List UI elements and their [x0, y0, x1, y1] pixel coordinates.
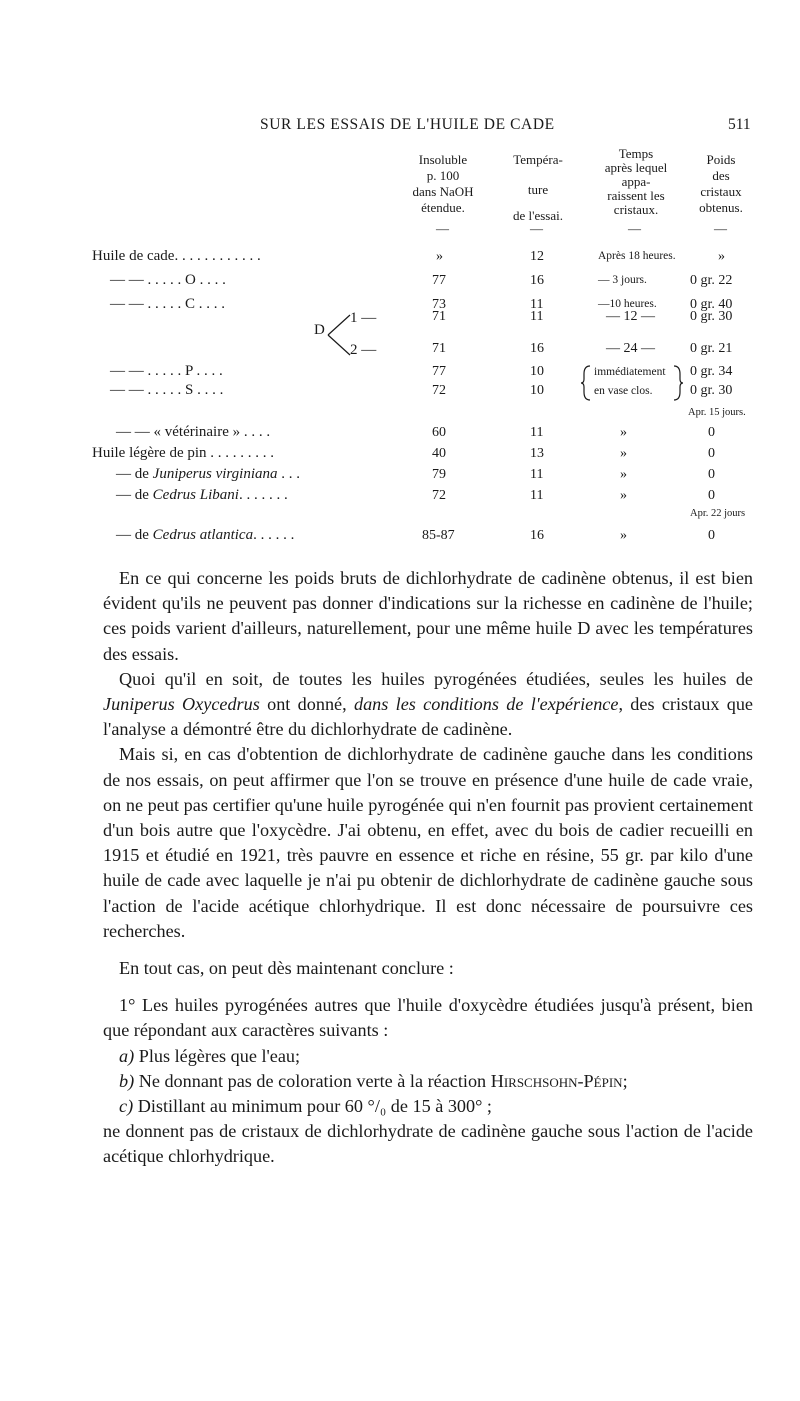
- list-item-b: b) Ne donnant pas de coloration verte à la réaction Hirschsohn-Pépin;: [119, 1070, 628, 1091]
- col-header-temps: Temps après lequel appa- raissent les cristaux.: [604, 146, 668, 217]
- cell-temps: —10 heures.: [598, 298, 657, 310]
- row-label: — — . . . . . P . . . .: [110, 363, 223, 379]
- cell-insoluble: »: [436, 249, 443, 264]
- d-label: D: [314, 322, 325, 338]
- cell-poids: 0: [708, 467, 715, 482]
- cell-poids: »: [718, 249, 725, 264]
- row-label: Huile de cade. . . . . . . . . . . .: [92, 248, 261, 264]
- page-number: 511: [728, 116, 751, 133]
- row-label: — — « vétérinaire » . . . .: [116, 424, 271, 440]
- cell-temps: en vase clos.: [594, 385, 653, 397]
- cell-temp: 11: [530, 297, 544, 312]
- paragraph-2: Quoi qu'il en soit, de toutes les huiles pyrogénées étudiées, seules les huiles de Juniperus Oxycedrus ont donné, dans les conditions de l'expérience, des cristaux que l'analyse a démontré être du dichlorhydrate de cadinène.: [103, 668, 753, 740]
- col-header-insoluble: Insoluble p. 100 dans NaOH étendue.: [412, 152, 474, 215]
- paragraph-3: Mais si, en cas d'obtention de dichlorhydrate de cadinène gauche dans les conditions de nos essais, on peut affirmer que l'on se trouve en présence d'une huile de cade vraie, on ne peut pas certifier qu'une huile pyrogénée qui n'en fournit pas provient certainement d'un bois autre que l'oxycèdre. J'ai obtenu, en effet, avec du bois de cadier recueilli en 1915 et étudié en 1921, très pauvre en essence et riche en résine, 55 gr. par kilo d'une huile de cade avec laquelle je n'ai pu obtenir de dichlorhydrate de cadinène gauche sous l'action de l'acide acétique chlorhydrique. Il est donc nécessaire de poursuivre ces recherches.: [103, 744, 753, 941]
- cell-temps: »: [620, 425, 627, 440]
- list-item-c: c) Distillant au minimum pour 60 °/₀ de 15 à 300° ;: [119, 1096, 492, 1117]
- cell-temp: 16: [530, 273, 544, 288]
- cell-temp: 12: [530, 249, 544, 264]
- header-dash: —: [530, 221, 543, 236]
- cell-poids: 0 gr. 22: [690, 273, 733, 288]
- cell-poids: 0 gr. 30: [690, 383, 733, 398]
- cell-temp: 11: [530, 425, 544, 440]
- cell-temp: 10: [530, 383, 544, 398]
- cell-insoluble: 73: [432, 297, 446, 312]
- right-brace: [670, 364, 684, 402]
- cell-insoluble: 72: [432, 383, 446, 398]
- paragraph-5: 1° Les huiles pyrogénées autres que l'huile d'oxycèdre étudiées jusqu'à présent, bien que répondant aux caractères suivants :: [103, 995, 753, 1041]
- cell-insoluble: 71: [432, 309, 446, 324]
- cell-temp: 10: [530, 364, 544, 379]
- row-label: — de Cedrus atlantica. . . . . .: [116, 527, 295, 543]
- cell-insoluble: 85-87: [422, 528, 455, 543]
- cell-poids: 0: [708, 488, 715, 503]
- note-22-days: Apr. 22 jours: [690, 508, 746, 519]
- cell-poids: 0 gr. 40: [690, 297, 733, 312]
- col-header-poids: Poids des cristaux obtenus.: [699, 152, 743, 215]
- cell-temp: 16: [530, 341, 544, 356]
- row-label: Huile légère de pin . . . . . . . . .: [92, 445, 275, 461]
- cell-insoluble: 79: [432, 467, 446, 482]
- header-dash: —: [714, 221, 727, 236]
- cell-poids: 0: [708, 446, 715, 461]
- cell-temp: 11: [530, 488, 544, 503]
- cell-poids: 0 gr. 21: [690, 341, 733, 356]
- cell-temps: — 12 —: [606, 309, 655, 324]
- cell-temp: 13: [530, 446, 544, 461]
- cell-temps: immédiatement: [594, 366, 666, 378]
- note-15-days: Apr. 15 jours.: [688, 407, 746, 418]
- left-brace: [580, 364, 594, 402]
- cell-poids: 0 gr. 34: [690, 364, 733, 379]
- row-label: — — . . . . . C . . . .: [110, 296, 226, 312]
- body-text: [103, 566, 753, 1170]
- cell-temps: — 3 jours.: [598, 274, 647, 286]
- cell-temp: 11: [530, 467, 544, 482]
- header-dash: —: [628, 221, 641, 236]
- row-label: 2 —: [350, 342, 377, 358]
- cell-insoluble: 40: [432, 446, 446, 461]
- row-label: — — . . . . . O . . . .: [110, 272, 226, 288]
- cell-temps: »: [620, 488, 627, 503]
- cell-temps: »: [620, 528, 627, 543]
- cell-temp: 16: [530, 528, 544, 543]
- cell-poids: 0: [708, 528, 715, 543]
- paragraph-4: En tout cas, on peut dès maintenant conclure :: [119, 958, 454, 979]
- cell-insoluble: 60: [432, 425, 446, 440]
- cell-temps: »: [620, 467, 627, 482]
- row-label: 1 —: [350, 310, 377, 326]
- paragraph-1: En ce qui concerne les poids bruts de dichlorhydrate de cadinène obtenus, il est bien évident qu'ils ne peuvent pas donner d'indications sur la richesse en cadinène de l'huile; ces poids varient d'ailleurs, naturellement, pour une même huile D avec les températures des essais.: [103, 568, 753, 664]
- cell-poids: 0: [708, 425, 715, 440]
- row-label: — — . . . . . S . . . .: [110, 382, 224, 398]
- running-head: SUR LES ESSAIS DE L'HUILE DE CADE: [260, 116, 555, 133]
- cell-insoluble: 71: [432, 341, 446, 356]
- header-dash: —: [436, 221, 449, 236]
- paragraph-6: ne donnent pas de cristaux de dichlorhydrate de cadinène gauche sous l'action de l'acide acétique chlorhydrique.: [103, 1121, 753, 1167]
- cell-insoluble: 77: [432, 273, 446, 288]
- col-header-temperature: Tempéra- ture de l'essai.: [513, 152, 563, 223]
- cell-temp: 11: [530, 309, 544, 324]
- row-label: — de Cedrus Libani. . . . . . .: [116, 487, 288, 503]
- cell-temps: Après 18 heures.: [598, 250, 676, 262]
- cell-poids: 0 gr. 30: [690, 309, 733, 324]
- cell-temps: — 24 —: [606, 341, 655, 356]
- cell-temps: »: [620, 446, 627, 461]
- cell-insoluble: 77: [432, 364, 446, 379]
- cell-insoluble: 72: [432, 488, 446, 503]
- row-label: — de Juniperus virginiana . . .: [116, 466, 301, 482]
- list-item-a: a) Plus légères que l'eau;: [119, 1045, 301, 1066]
